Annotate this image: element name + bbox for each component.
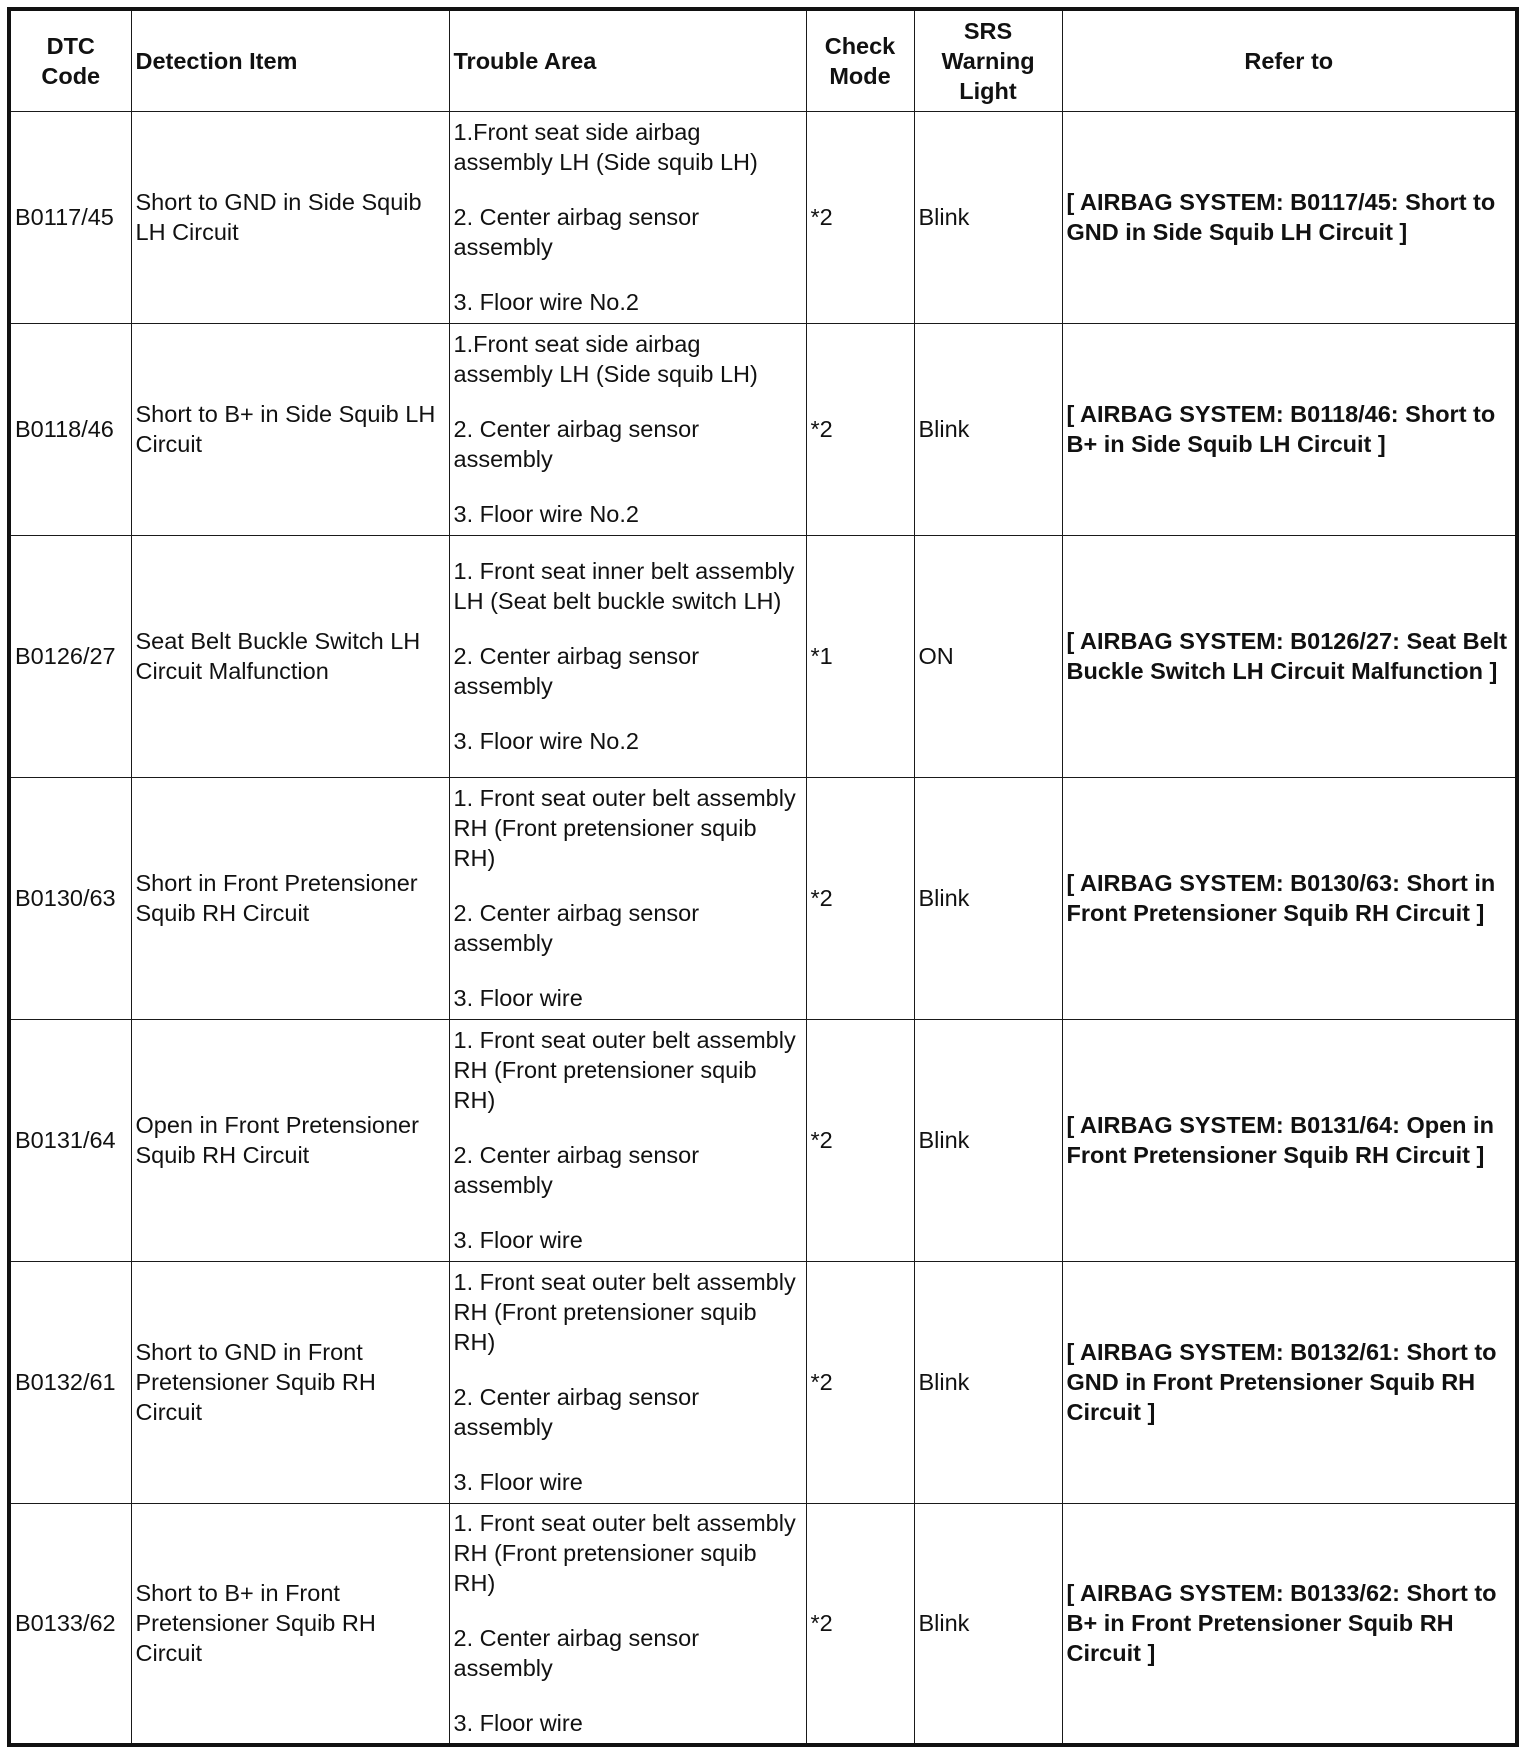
trouble-area-cell	[449, 1019, 806, 1261]
srs-warning-light-cell: ON	[914, 535, 1062, 777]
refer-to-link[interactable]: [ AIRBAG SYSTEM: B0132/61: Short to GND in Front Pretensioner Squib RH Circuit ]	[1062, 1261, 1517, 1503]
trouble-area-item: 2. Center airbag sensor assembly	[453, 1142, 700, 1198]
trouble-area-item: 3. Floor wire	[453, 985, 583, 1011]
trouble-area-item: 1. Front seat outer belt assembly RH (Front pretensioner squib RH)	[453, 785, 796, 871]
dtc-code-cell: B0117/45	[9, 111, 131, 323]
detection-item-cell: Short to B+ in Front Pretensioner Squib RH Circuit	[131, 1503, 449, 1745]
check-mode-cell: *2	[806, 1019, 914, 1261]
trouble-area-cell	[449, 323, 806, 535]
dtc-code-cell: B0118/46	[9, 323, 131, 535]
trouble-area-item: 1. Front seat inner belt assembly LH (Seat belt buckle switch LH)	[453, 558, 795, 614]
srs-warning-light-cell: Blink	[914, 323, 1062, 535]
table-row	[9, 1261, 1517, 1503]
check-mode-cell: *2	[806, 323, 914, 535]
srs-warning-light-cell: Blink	[914, 1019, 1062, 1261]
table-row	[9, 777, 1517, 1019]
refer-to-link[interactable]: [ AIRBAG SYSTEM: B0131/64: Open in Front Pretensioner Squib RH Circuit ]	[1062, 1019, 1517, 1261]
header-check-mode: Check Mode	[806, 9, 914, 111]
header-srs-warning-light: SRS Warning Light	[914, 9, 1062, 111]
table-row	[9, 1019, 1517, 1261]
trouble-area-cell	[449, 1503, 806, 1745]
check-mode-cell: *2	[806, 1503, 914, 1745]
check-mode-cell: *2	[806, 111, 914, 323]
trouble-area-item: 3. Floor wire No.2	[453, 728, 639, 754]
trouble-area-cell	[449, 777, 806, 1019]
header-trouble-area: Trouble Area	[449, 9, 806, 111]
srs-warning-light-cell: Blink	[914, 1503, 1062, 1745]
trouble-area-item: 2. Center airbag sensor assembly	[453, 643, 700, 699]
check-mode-cell: *1	[806, 535, 914, 777]
trouble-area-cell	[449, 111, 806, 323]
trouble-area-item: 1.Front seat side airbag assembly LH (Side squib LH)	[453, 119, 758, 175]
srs-warning-light-cell: Blink	[914, 111, 1062, 323]
dtc-code-cell: B0132/61	[9, 1261, 131, 1503]
check-mode-cell: *2	[806, 1261, 914, 1503]
check-mode-cell: *2	[806, 777, 914, 1019]
header-detection-item: Detection Item	[131, 9, 449, 111]
dtc-code-cell: B0126/27	[9, 535, 131, 777]
refer-to-link[interactable]: [ AIRBAG SYSTEM: B0133/62: Short to B+ in Front Pretensioner Squib RH Circuit ]	[1062, 1503, 1517, 1745]
srs-warning-light-cell: Blink	[914, 777, 1062, 1019]
table-row	[9, 111, 1517, 323]
trouble-area-item: 3. Floor wire No.2	[453, 501, 639, 527]
trouble-area-item: 2. Center airbag sensor assembly	[453, 204, 700, 260]
table-row	[9, 1503, 1517, 1745]
trouble-area-item: 2. Center airbag sensor assembly	[453, 1625, 700, 1682]
detection-item-cell: Seat Belt Buckle Switch LH Circuit Malfunction	[131, 535, 449, 777]
detection-item-cell: Short to GND in Front Pretensioner Squib RH Circuit	[131, 1261, 449, 1503]
srs-warning-light-cell: Blink	[914, 1261, 1062, 1503]
trouble-area-item: 1.Front seat side airbag assembly LH (Side squib LH)	[453, 331, 758, 387]
trouble-area-item: 3. Floor wire No.2	[453, 289, 639, 315]
table-row	[9, 535, 1517, 777]
refer-to-link[interactable]: [ AIRBAG SYSTEM: B0118/46: Short to B+ in Side Squib LH Circuit ]	[1062, 323, 1517, 535]
refer-to-link[interactable]: [ AIRBAG SYSTEM: B0130/63: Short in Front Pretensioner Squib RH Circuit ]	[1062, 777, 1517, 1019]
refer-to-link[interactable]: [ AIRBAG SYSTEM: B0117/45: Short to GND in Side Squib LH Circuit ]	[1062, 111, 1517, 323]
trouble-area-item: 1. Front seat outer belt assembly RH (Front pretensioner squib RH)	[453, 1027, 796, 1113]
detection-item-cell: Open in Front Pretensioner Squib RH Circuit	[131, 1019, 449, 1261]
trouble-area-cell	[449, 1261, 806, 1503]
trouble-area-item: 1. Front seat outer belt assembly RH (Front pretensioner squib RH)	[453, 1269, 796, 1355]
trouble-area-item: 3. Floor wire	[453, 1227, 583, 1253]
table-row	[9, 323, 1517, 535]
trouble-area-item: 2. Center airbag sensor assembly	[453, 900, 700, 956]
dtc-table	[7, 7, 1519, 1747]
dtc-code-cell: B0133/62	[9, 1503, 131, 1745]
detection-item-cell: Short in Front Pretensioner Squib RH Circuit	[131, 777, 449, 1019]
trouble-area-item: 3. Floor wire	[453, 1710, 583, 1737]
trouble-area-item: 2. Center airbag sensor assembly	[453, 416, 700, 472]
dtc-code-cell: B0131/64	[9, 1019, 131, 1261]
header-refer-to: Refer to	[1062, 9, 1517, 111]
trouble-area-item: 3. Floor wire	[453, 1469, 583, 1495]
trouble-area-item: 1. Front seat outer belt assembly RH (Front pretensioner squib RH)	[453, 1510, 796, 1597]
trouble-area-cell	[449, 535, 806, 777]
header-row	[9, 9, 1517, 111]
detection-item-cell: Short to B+ in Side Squib LH Circuit	[131, 323, 449, 535]
refer-to-link[interactable]: [ AIRBAG SYSTEM: B0126/27: Seat Belt Buckle Switch LH Circuit Malfunction ]	[1062, 535, 1517, 777]
header-dtc-code: DTC Code	[9, 9, 131, 111]
detection-item-cell: Short to GND in Side Squib LH Circuit	[131, 111, 449, 323]
dtc-code-cell: B0130/63	[9, 777, 131, 1019]
trouble-area-item: 2. Center airbag sensor assembly	[453, 1384, 700, 1440]
